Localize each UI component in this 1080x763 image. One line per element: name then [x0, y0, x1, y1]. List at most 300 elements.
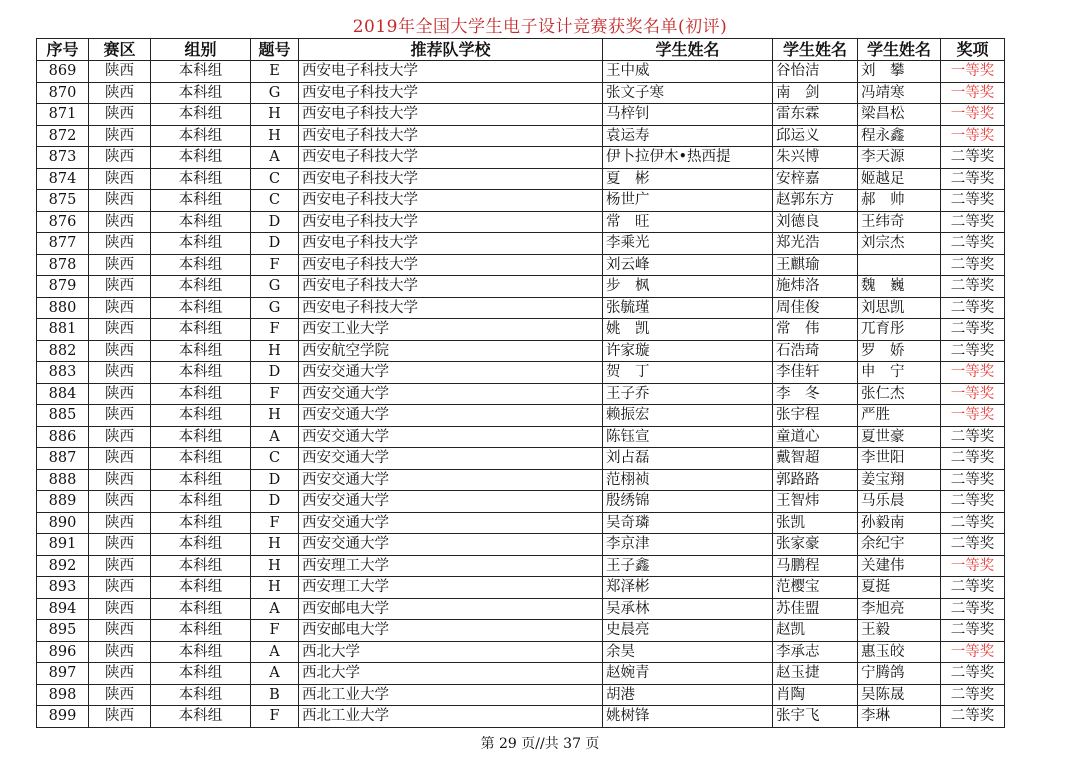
seq-cell: 889: [37, 491, 89, 513]
student-3-cell: 刘 攀: [858, 61, 941, 83]
seq-cell: 879: [37, 276, 89, 298]
student-2-cell: 赵玉捷: [773, 663, 858, 685]
student-3-cell: 魏 巍: [858, 276, 941, 298]
table-row: [37, 534, 1005, 556]
problem-cell: H: [251, 340, 299, 362]
award-cell: 二等奖: [941, 448, 1005, 470]
group-cell: 本科组: [151, 168, 251, 190]
student-1-cell: 夏 彬: [603, 168, 773, 190]
award-cell: 二等奖: [941, 168, 1005, 190]
student-1-cell: 范栩祯: [603, 469, 773, 491]
seq-cell: 882: [37, 340, 89, 362]
student-1-cell: 王子鑫: [603, 555, 773, 577]
student-3-cell: 惠玉皎: [858, 641, 941, 663]
seq-cell: 894: [37, 598, 89, 620]
student-3-cell: 程永鑫: [858, 125, 941, 147]
school-cell: 西安交通大学: [299, 383, 603, 405]
student-1-cell: 张文子寒: [603, 82, 773, 104]
problem-cell: C: [251, 190, 299, 212]
table-row: [37, 254, 1005, 276]
region-cell: 陕西: [89, 254, 151, 276]
school-cell: 西安电子科技大学: [299, 233, 603, 255]
problem-cell: H: [251, 125, 299, 147]
problem-cell: H: [251, 577, 299, 599]
seq-cell: 893: [37, 577, 89, 599]
award-cell: 二等奖: [941, 297, 1005, 319]
table-row: [37, 104, 1005, 126]
student-2-cell: 安梓嘉: [773, 168, 858, 190]
award-cell: 二等奖: [941, 233, 1005, 255]
student-1-cell: 许家璇: [603, 340, 773, 362]
problem-cell: F: [251, 319, 299, 341]
table-row: [37, 512, 1005, 534]
table-row: [37, 276, 1005, 298]
problem-cell: H: [251, 405, 299, 427]
region-cell: 陕西: [89, 211, 151, 233]
group-cell: 本科组: [151, 405, 251, 427]
problem-cell: H: [251, 555, 299, 577]
problem-cell: D: [251, 491, 299, 513]
award-cell: 二等奖: [941, 211, 1005, 233]
header-problem: 题号: [251, 39, 299, 61]
award-cell: 二等奖: [941, 319, 1005, 341]
problem-cell: A: [251, 663, 299, 685]
student-2-cell: 邱运义: [773, 125, 858, 147]
student-3-cell: 郝 帅: [858, 190, 941, 212]
student-2-cell: 常 伟: [773, 319, 858, 341]
student-3-cell: 孙毅南: [858, 512, 941, 534]
table-row: [37, 663, 1005, 685]
student-3-cell: 夏挺: [858, 577, 941, 599]
student-2-cell: 赵凯: [773, 620, 858, 642]
school-cell: 西安电子科技大学: [299, 125, 603, 147]
student-1-cell: 吴承林: [603, 598, 773, 620]
student-2-cell: 石浩琦: [773, 340, 858, 362]
school-cell: 西安交通大学: [299, 512, 603, 534]
table-row: [37, 82, 1005, 104]
student-1-cell: 刘云峰: [603, 254, 773, 276]
region-cell: 陕西: [89, 448, 151, 470]
student-2-cell: 张宇飞: [773, 706, 858, 728]
group-cell: 本科组: [151, 254, 251, 276]
table-row: [37, 125, 1005, 147]
seq-cell: 892: [37, 555, 89, 577]
region-cell: 陕西: [89, 362, 151, 384]
award-cell: 二等奖: [941, 512, 1005, 534]
problem-cell: A: [251, 147, 299, 169]
seq-cell: 898: [37, 684, 89, 706]
group-cell: 本科组: [151, 469, 251, 491]
header-school: 推荐队学校: [299, 39, 603, 61]
student-2-cell: 张宇程: [773, 405, 858, 427]
school-cell: 西安理工大学: [299, 555, 603, 577]
student-3-cell: 梁昌松: [858, 104, 941, 126]
table-row: [37, 233, 1005, 255]
school-cell: 西安理工大学: [299, 577, 603, 599]
table-row: [37, 577, 1005, 599]
award-cell: 二等奖: [941, 190, 1005, 212]
seq-cell: 877: [37, 233, 89, 255]
table-row: [37, 684, 1005, 706]
award-cell: 一等奖: [941, 125, 1005, 147]
table-row: [37, 168, 1005, 190]
group-cell: 本科组: [151, 104, 251, 126]
seq-cell: 880: [37, 297, 89, 319]
seq-cell: 884: [37, 383, 89, 405]
award-cell: 二等奖: [941, 534, 1005, 556]
student-3-cell: 李琳: [858, 706, 941, 728]
student-3-cell: 申 宁: [858, 362, 941, 384]
header-seq: 序号: [37, 39, 89, 61]
student-2-cell: 刘德良: [773, 211, 858, 233]
group-cell: 本科组: [151, 512, 251, 534]
region-cell: 陕西: [89, 512, 151, 534]
region-cell: 陕西: [89, 190, 151, 212]
table-row: [37, 469, 1005, 491]
school-cell: 西安电子科技大学: [299, 297, 603, 319]
region-cell: 陕西: [89, 598, 151, 620]
group-cell: 本科组: [151, 82, 251, 104]
award-cell: 二等奖: [941, 577, 1005, 599]
student-1-cell: 马梓钊: [603, 104, 773, 126]
group-cell: 本科组: [151, 706, 251, 728]
region-cell: 陕西: [89, 405, 151, 427]
student-1-cell: 赵婉青: [603, 663, 773, 685]
group-cell: 本科组: [151, 426, 251, 448]
group-cell: 本科组: [151, 340, 251, 362]
seq-cell: 872: [37, 125, 89, 147]
student-3-cell: 余纪宇: [858, 534, 941, 556]
award-cell: 一等奖: [941, 362, 1005, 384]
student-2-cell: 周佳俊: [773, 297, 858, 319]
award-cell: 二等奖: [941, 663, 1005, 685]
table-row: [37, 147, 1005, 169]
award-table: [36, 38, 1005, 728]
seq-cell: 874: [37, 168, 89, 190]
region-cell: 陕西: [89, 555, 151, 577]
student-1-cell: 贺 丁: [603, 362, 773, 384]
school-cell: 西安电子科技大学: [299, 254, 603, 276]
student-1-cell: 姚树锋: [603, 706, 773, 728]
seq-cell: 875: [37, 190, 89, 212]
school-cell: 西安交通大学: [299, 534, 603, 556]
group-cell: 本科组: [151, 663, 251, 685]
student-1-cell: 杨世广: [603, 190, 773, 212]
region-cell: 陕西: [89, 233, 151, 255]
student-3-cell: 兀育彤: [858, 319, 941, 341]
region-cell: 陕西: [89, 104, 151, 126]
group-cell: 本科组: [151, 61, 251, 83]
header-student-3: 学生姓名: [858, 39, 941, 61]
student-3-cell: 王纬奇: [858, 211, 941, 233]
problem-cell: F: [251, 620, 299, 642]
seq-cell: 883: [37, 362, 89, 384]
table-body: [37, 61, 1005, 728]
table-row: [37, 297, 1005, 319]
school-cell: 西安电子科技大学: [299, 82, 603, 104]
region-cell: 陕西: [89, 147, 151, 169]
award-cell: 一等奖: [941, 82, 1005, 104]
problem-cell: G: [251, 297, 299, 319]
school-cell: 西安交通大学: [299, 448, 603, 470]
table-row: [37, 706, 1005, 728]
student-3-cell: 夏世豪: [858, 426, 941, 448]
student-3-cell: 王毅: [858, 620, 941, 642]
region-cell: 陕西: [89, 61, 151, 83]
group-cell: 本科组: [151, 190, 251, 212]
award-cell: 一等奖: [941, 383, 1005, 405]
group-cell: 本科组: [151, 147, 251, 169]
group-cell: 本科组: [151, 362, 251, 384]
student-1-cell: 王子乔: [603, 383, 773, 405]
student-1-cell: 赖振宏: [603, 405, 773, 427]
page-footer: 第 29 页//共 37 页: [480, 736, 600, 752]
student-3-cell: 姬越足: [858, 168, 941, 190]
group-cell: 本科组: [151, 534, 251, 556]
problem-cell: G: [251, 82, 299, 104]
student-3-cell: 刘思凯: [858, 297, 941, 319]
student-2-cell: 肖陶: [773, 684, 858, 706]
student-2-cell: 李承志: [773, 641, 858, 663]
school-cell: 西安邮电大学: [299, 598, 603, 620]
table-row: [37, 491, 1005, 513]
student-2-cell: 郭路路: [773, 469, 858, 491]
table-row: [37, 598, 1005, 620]
group-cell: 本科组: [151, 684, 251, 706]
problem-cell: C: [251, 448, 299, 470]
school-cell: 西安工业大学: [299, 319, 603, 341]
student-1-cell: 吴奇璘: [603, 512, 773, 534]
student-2-cell: 李佳轩: [773, 362, 858, 384]
region-cell: 陕西: [89, 663, 151, 685]
header-award: 奖项: [941, 39, 1005, 61]
school-cell: 西安交通大学: [299, 405, 603, 427]
school-cell: 西安电子科技大学: [299, 168, 603, 190]
region-cell: 陕西: [89, 469, 151, 491]
seq-cell: 885: [37, 405, 89, 427]
problem-cell: D: [251, 233, 299, 255]
region-cell: 陕西: [89, 684, 151, 706]
school-cell: 西北大学: [299, 663, 603, 685]
student-2-cell: 范樱宝: [773, 577, 858, 599]
student-3-cell: 李旭亮: [858, 598, 941, 620]
region-cell: 陕西: [89, 319, 151, 341]
problem-cell: F: [251, 512, 299, 534]
student-3-cell: 姜宝翔: [858, 469, 941, 491]
award-cell: 二等奖: [941, 276, 1005, 298]
student-1-cell: 胡港: [603, 684, 773, 706]
group-cell: 本科组: [151, 297, 251, 319]
student-1-cell: 余昊: [603, 641, 773, 663]
student-2-cell: 童道心: [773, 426, 858, 448]
school-cell: 西安航空学院: [299, 340, 603, 362]
award-cell: 一等奖: [941, 641, 1005, 663]
group-cell: 本科组: [151, 598, 251, 620]
school-cell: 西安电子科技大学: [299, 211, 603, 233]
seq-cell: 881: [37, 319, 89, 341]
award-cell: 二等奖: [941, 147, 1005, 169]
student-2-cell: 张家豪: [773, 534, 858, 556]
group-cell: 本科组: [151, 276, 251, 298]
problem-cell: A: [251, 641, 299, 663]
school-cell: 西安交通大学: [299, 469, 603, 491]
problem-cell: F: [251, 383, 299, 405]
student-3-cell: [858, 254, 941, 276]
student-1-cell: 伊卜拉伊木•热西提: [603, 147, 773, 169]
table-row: [37, 448, 1005, 470]
table-row: [37, 362, 1005, 384]
school-cell: 西北工业大学: [299, 706, 603, 728]
student-2-cell: 王智炜: [773, 491, 858, 513]
problem-cell: F: [251, 706, 299, 728]
award-cell: 二等奖: [941, 491, 1005, 513]
student-3-cell: 严胜: [858, 405, 941, 427]
header-row: [37, 39, 1005, 61]
school-cell: 西安电子科技大学: [299, 61, 603, 83]
group-cell: 本科组: [151, 125, 251, 147]
award-cell: 一等奖: [941, 61, 1005, 83]
student-1-cell: 刘占磊: [603, 448, 773, 470]
student-2-cell: 谷怡洁: [773, 61, 858, 83]
student-2-cell: 雷东霖: [773, 104, 858, 126]
header-student-2: 学生姓名: [773, 39, 858, 61]
region-cell: 陕西: [89, 577, 151, 599]
table-row: [37, 641, 1005, 663]
student-3-cell: 李世阳: [858, 448, 941, 470]
award-cell: 一等奖: [941, 555, 1005, 577]
group-cell: 本科组: [151, 383, 251, 405]
student-2-cell: 张凯: [773, 512, 858, 534]
group-cell: 本科组: [151, 233, 251, 255]
region-cell: 陕西: [89, 82, 151, 104]
student-3-cell: 吴陈晟: [858, 684, 941, 706]
header-region: 赛区: [89, 39, 151, 61]
student-1-cell: 步 枫: [603, 276, 773, 298]
problem-cell: F: [251, 254, 299, 276]
table-row: [37, 555, 1005, 577]
award-cell: 二等奖: [941, 340, 1005, 362]
seq-cell: 873: [37, 147, 89, 169]
award-cell: 二等奖: [941, 254, 1005, 276]
problem-cell: H: [251, 534, 299, 556]
seq-cell: 887: [37, 448, 89, 470]
student-3-cell: 冯靖寒: [858, 82, 941, 104]
group-cell: 本科组: [151, 211, 251, 233]
group-cell: 本科组: [151, 448, 251, 470]
region-cell: 陕西: [89, 276, 151, 298]
table-row: [37, 61, 1005, 83]
region-cell: 陕西: [89, 534, 151, 556]
student-3-cell: 关建伟: [858, 555, 941, 577]
school-cell: 西安电子科技大学: [299, 147, 603, 169]
student-2-cell: 李 冬: [773, 383, 858, 405]
student-1-cell: 张毓瑾: [603, 297, 773, 319]
group-cell: 本科组: [151, 641, 251, 663]
award-cell: 二等奖: [941, 620, 1005, 642]
problem-cell: A: [251, 426, 299, 448]
table-row: [37, 190, 1005, 212]
student-2-cell: 朱兴博: [773, 147, 858, 169]
group-cell: 本科组: [151, 319, 251, 341]
student-1-cell: 袁运寿: [603, 125, 773, 147]
seq-cell: 886: [37, 426, 89, 448]
table-row: [37, 620, 1005, 642]
region-cell: 陕西: [89, 491, 151, 513]
seq-cell: 895: [37, 620, 89, 642]
region-cell: 陕西: [89, 706, 151, 728]
student-1-cell: 郑泽彬: [603, 577, 773, 599]
student-2-cell: 戴智超: [773, 448, 858, 470]
table-row: [37, 340, 1005, 362]
award-cell: 二等奖: [941, 598, 1005, 620]
school-cell: 西安邮电大学: [299, 620, 603, 642]
seq-cell: 897: [37, 663, 89, 685]
student-3-cell: 宁腾鸽: [858, 663, 941, 685]
student-2-cell: 赵郭东方: [773, 190, 858, 212]
student-1-cell: 姚 凯: [603, 319, 773, 341]
region-cell: 陕西: [89, 620, 151, 642]
school-cell: 西安交通大学: [299, 426, 603, 448]
table-row: [37, 405, 1005, 427]
table-row: [37, 211, 1005, 233]
student-2-cell: 马鹏程: [773, 555, 858, 577]
award-cell: 一等奖: [941, 104, 1005, 126]
table-row: [37, 426, 1005, 448]
award-cell: 二等奖: [941, 469, 1005, 491]
student-3-cell: 马乐晨: [858, 491, 941, 513]
region-cell: 陕西: [89, 383, 151, 405]
seq-cell: 870: [37, 82, 89, 104]
student-2-cell: 王麒瑜: [773, 254, 858, 276]
school-cell: 西安交通大学: [299, 491, 603, 513]
group-cell: 本科组: [151, 577, 251, 599]
seq-cell: 869: [37, 61, 89, 83]
school-cell: 西安电子科技大学: [299, 276, 603, 298]
school-cell: 西安电子科技大学: [299, 190, 603, 212]
seq-cell: 890: [37, 512, 89, 534]
student-1-cell: 殷绣锦: [603, 491, 773, 513]
school-cell: 西安电子科技大学: [299, 104, 603, 126]
seq-cell: 888: [37, 469, 89, 491]
table-row: [37, 319, 1005, 341]
student-1-cell: 陈钰宣: [603, 426, 773, 448]
student-2-cell: 南 剑: [773, 82, 858, 104]
header-student-1: 学生姓名: [603, 39, 773, 61]
problem-cell: H: [251, 104, 299, 126]
problem-cell: D: [251, 211, 299, 233]
region-cell: 陕西: [89, 340, 151, 362]
student-1-cell: 李乘光: [603, 233, 773, 255]
student-1-cell: 王中威: [603, 61, 773, 83]
group-cell: 本科组: [151, 620, 251, 642]
region-cell: 陕西: [89, 426, 151, 448]
student-3-cell: 李天源: [858, 147, 941, 169]
student-2-cell: 郑光浩: [773, 233, 858, 255]
student-3-cell: 张仁杰: [858, 383, 941, 405]
award-cell: 二等奖: [941, 706, 1005, 728]
student-1-cell: 常 旺: [603, 211, 773, 233]
problem-cell: D: [251, 362, 299, 384]
seq-cell: 871: [37, 104, 89, 126]
problem-cell: G: [251, 276, 299, 298]
region-cell: 陕西: [89, 168, 151, 190]
seq-cell: 878: [37, 254, 89, 276]
group-cell: 本科组: [151, 555, 251, 577]
region-cell: 陕西: [89, 125, 151, 147]
seq-cell: 891: [37, 534, 89, 556]
region-cell: 陕西: [89, 641, 151, 663]
seq-cell: 896: [37, 641, 89, 663]
